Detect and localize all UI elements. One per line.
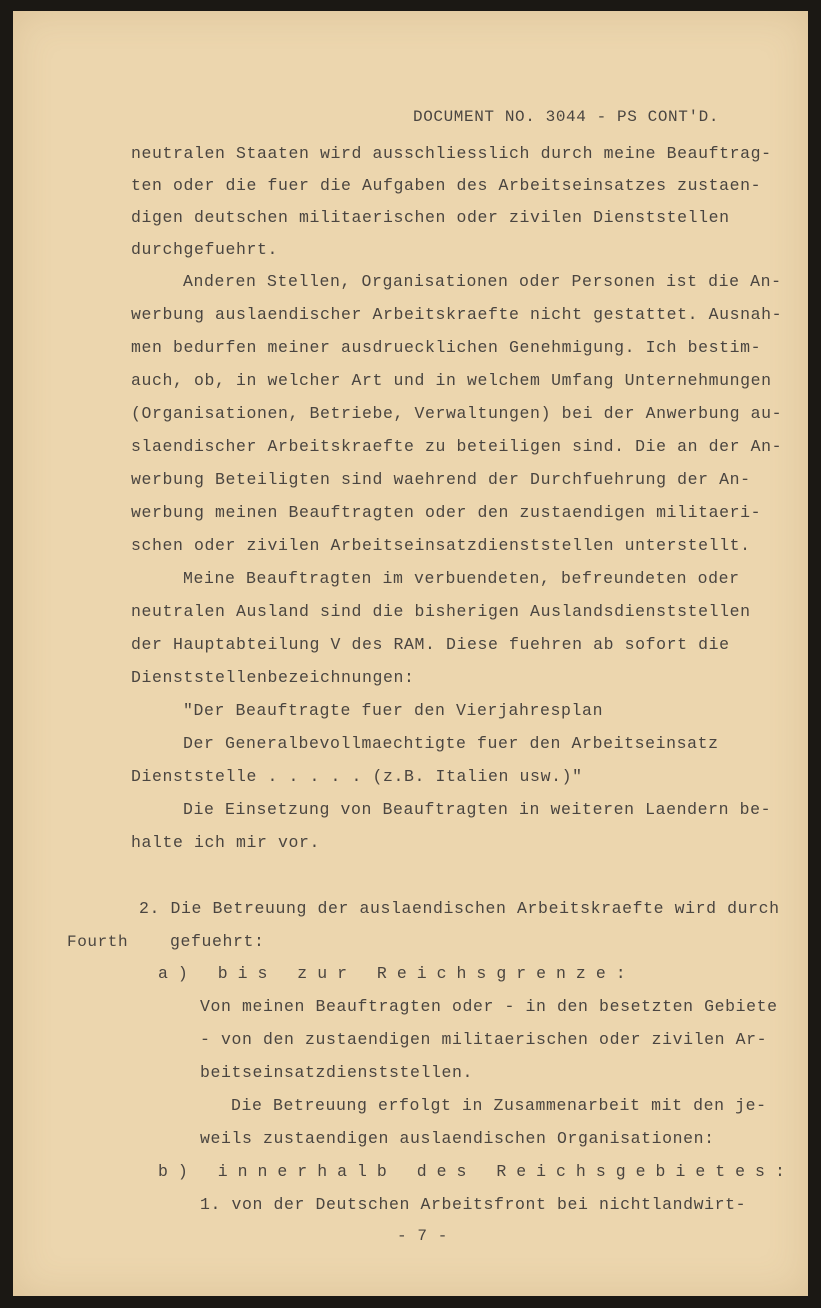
text-line: halte ich mir vor. — [131, 833, 321, 852]
text-line: a) bis zur Reichsgrenze: — [158, 964, 636, 983]
text-line: gefuehrt: — [170, 932, 265, 951]
text-line: Der Generalbevollmaechtigte fuer den Arbeitseinsatz — [183, 734, 719, 753]
margin-note: Fourth — [67, 933, 129, 951]
page-number: - 7 - — [397, 1227, 449, 1245]
text-line: werbung auslaendischer Arbeitskraefte nicht gestattet. Ausnah- — [131, 305, 783, 324]
text-line: men bedurfen meiner ausdruecklichen Genehmigung. Ich bestim- — [131, 338, 762, 357]
text-line: der Hauptabteilung V des RAM. Diese fuehren ab sofort die — [131, 635, 730, 654]
text-line: ten oder die fuer die Aufgaben des Arbeitseinsatzes zustaen- — [131, 176, 762, 195]
text-line: weils zustaendigen auslaendischen Organisationen: — [200, 1129, 715, 1148]
text-line: Von meinen Beauftragten oder - in den besetzten Gebiete — [200, 997, 778, 1016]
document-header: DOCUMENT NO. 3044 - PS CONT'D. — [413, 108, 720, 126]
text-line: (Organisationen, Betriebe, Verwaltungen) bei der Anwerbung au- — [131, 404, 783, 423]
text-line: schen oder zivilen Arbeitseinsatzdienststellen unterstellt. — [131, 536, 751, 555]
text-line: slaendischer Arbeitskraefte zu beteiligen sind. Die an der An- — [131, 437, 783, 456]
text-line: beitseinsatzdienststellen. — [200, 1063, 474, 1082]
text-line: Dienststelle . . . . . (z.B. Italien usw.)" — [131, 767, 583, 786]
text-line: Dienststellenbezeichnungen: — [131, 668, 415, 687]
text-line: 2. Die Betreuung der auslaendischen Arbeitskraefte wird durch — [139, 899, 780, 918]
text-line: neutralen Staaten wird ausschliesslich durch meine Beauftrag- — [131, 144, 772, 163]
text-line: b) innerhalb des Reichsgebietes: — [158, 1162, 795, 1181]
text-line: "Der Beauftragte fuer den Vierjahresplan — [183, 701, 604, 720]
text-line: Die Einsetzung von Beauftragten in weiteren Laendern be- — [183, 800, 772, 819]
text-line: Die Betreuung erfolgt in Zusammenarbeit mit den je- — [231, 1096, 767, 1115]
text-line: Meine Beauftragten im verbuendeten, befreundeten oder — [183, 569, 740, 588]
text-line: neutralen Ausland sind die bisherigen Auslandsdienststellen — [131, 602, 751, 621]
text-line: digen deutschen militaerischen oder zivilen Dienststellen — [131, 208, 730, 227]
text-line: - von den zustaendigen militaerischen oder zivilen Ar- — [200, 1030, 768, 1049]
text-line: werbung meinen Beauftragten oder den zustaendigen militaeri- — [131, 503, 762, 522]
text-line: Anderen Stellen, Organisationen oder Personen ist die An- — [183, 272, 782, 291]
text-line: auch, ob, in welcher Art und in welchem Umfang Unternehmungen — [131, 371, 772, 390]
document-page — [13, 11, 808, 1296]
text-line: durchgefuehrt. — [131, 240, 279, 259]
text-line: 1. von der Deutschen Arbeitsfront bei nichtlandwirt- — [200, 1195, 747, 1214]
text-line: werbung Beteiligten sind waehrend der Durchfuehrung der An- — [131, 470, 751, 489]
